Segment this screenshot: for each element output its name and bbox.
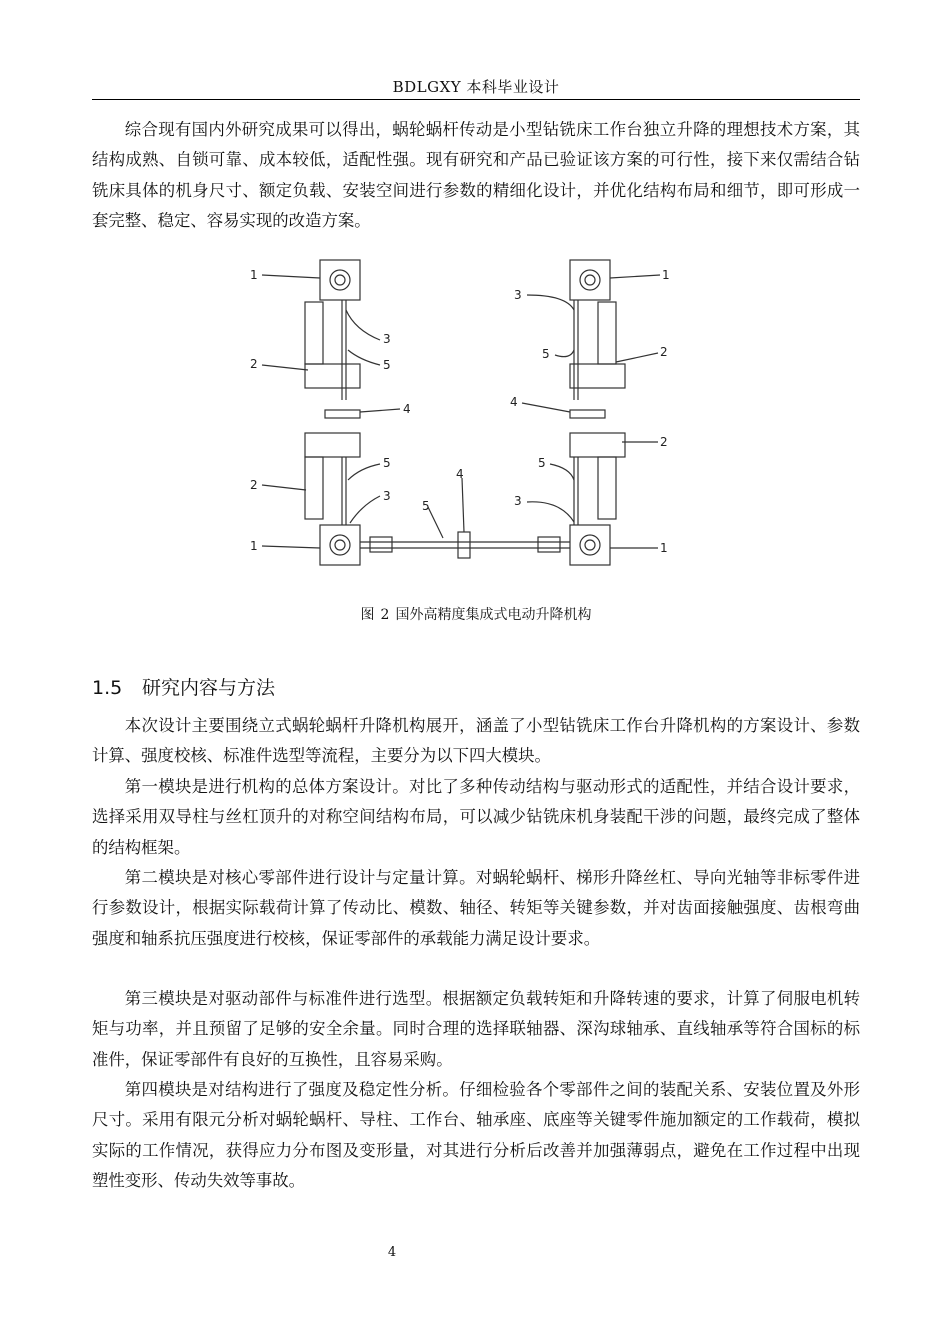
bottom-right-seat — [570, 525, 610, 565]
mechanism-drawing — [230, 250, 710, 585]
label-5-mid-left: 5 — [383, 456, 391, 470]
section-number: 1.5 — [92, 677, 123, 699]
bottom-left-motor — [305, 457, 323, 519]
label-1-top-right: 1 — [662, 268, 670, 282]
label-5-top-left: 5 — [383, 358, 391, 372]
label-2-bottom-left: 2 — [250, 478, 258, 492]
section-heading — [92, 673, 275, 700]
label-3-bottom-left: 3 — [383, 489, 391, 503]
page-header: BDLGXY 本科毕业设计 — [392, 78, 560, 96]
label-4-top-left: 4 — [403, 402, 411, 416]
figure-lifting-mechanism — [230, 250, 710, 585]
paragraph-module-4: 第四模块是对结构进行了强度及稳定性分析。仔细检验各个零部件之间的装配关系、安装位置及外形尺寸。采用有限元分析对蜗轮蜗杆、导柱、工作台、轴承座、底座等关键零件施加额定的工作载荷，模拟实际的工作情况，获得应力分布图及变形量，对其进行分析后改善并加强薄弱点，避免在工作过程中出现塑性变形、传动失效等事故。 — [92, 1080, 860, 1190]
label-2-top-left: 2 — [250, 357, 258, 371]
caption-prefix: 图 — [360, 607, 375, 623]
label-1-bottom-right: 1 — [660, 541, 668, 555]
intro-paragraph: 综合现有国内外研究成果可以得出，蜗轮蜗杆传动是小型钻铣床工作台独立升降的理想技术方案，其结构成熟、自锁可靠、成本较低，适配性强。现有研究和产品已验证该方案的可行性，接下来仅需结合钻铣床具体的机身尺寸、额定负载、安装空间进行参数的精细化设计，并优化结构布局和细节，即可形成一套完整、稳定、容易实现的改造方案。 — [92, 120, 860, 230]
bottom-left-seat — [320, 525, 360, 565]
top-right-motor — [598, 302, 616, 364]
label-2-top-right: 2 — [660, 345, 668, 359]
label-4-center: 4 — [456, 467, 464, 481]
label-5-mid-right: 5 — [538, 456, 546, 470]
section-title: 研究内容与方法 — [142, 677, 276, 699]
figure-caption — [92, 604, 860, 624]
top-left-motor — [305, 302, 323, 364]
center-coupling — [458, 532, 470, 558]
label-3-bottom-right: 3 — [514, 494, 522, 508]
label-5-center: 5 — [422, 499, 430, 513]
label-5-top-right: 5 — [542, 347, 550, 361]
label-3-top-left: 3 — [383, 332, 391, 346]
header-rule — [92, 99, 860, 100]
bottom-right-gearbox — [570, 433, 625, 457]
label-1-top-left: 1 — [250, 268, 258, 282]
bottom-right-motor — [598, 457, 616, 519]
paragraph-module-1: 第一模块是进行机构的总体方案设计。对比了多种传动结构与驱动形式的适配性，并结合设计要求，选择采用双导柱与丝杠顶升的对称空间结构布局，可以减少钻铣床机身装配干涉的问题，最终完成了整体的结构框架。 — [92, 777, 860, 857]
top-left-seat — [320, 260, 360, 300]
right-coupling — [570, 410, 605, 418]
paragraph-overview: 本次设计主要围绕立式蜗轮蜗杆升降机构展开，涵盖了小型钻铣床工作台升降机构的方案设计、参数计算、强度校核、标准件选型等流程，主要分为以下四大模块。 — [92, 716, 860, 766]
label-3-top-right: 3 — [514, 288, 522, 302]
top-right-seat — [570, 260, 610, 300]
label-4-top-right: 4 — [510, 395, 518, 409]
caption-text: 国外高精度集成式电动升降机构 — [395, 607, 592, 623]
bottom-left-gearbox — [305, 433, 360, 457]
label-1-bottom-left: 1 — [250, 539, 258, 553]
page-number: 4 — [387, 1245, 397, 1260]
caption-number: 2 — [380, 607, 390, 623]
label-2-mid-right: 2 — [660, 435, 668, 449]
paragraph-module-3: 第三模块是对驱动部件与标准件进行选型。根据额定负载转矩和升降转速的要求，计算了伺服电机转矩与功率，并且预留了足够的安全余量。同时合理的选择联轴器、深沟球轴承、直线轴承等符合国标的标准件，保证零部件有良好的互换性，且容易采购。 — [92, 989, 860, 1069]
top-left-gearbox — [305, 364, 360, 388]
paragraph-module-2: 第二模块是对核心零部件进行设计与定量计算。对蜗轮蜗杆、梯形升降丝杠、导向光轴等非标零件进行参数设计，根据实际载荷计算了传动比、模数、轴径、转矩等关键参数，并对齿面接触强度、齿根弯曲强度和轴系抗压强度进行校核，保证零部件的承载能力满足设计要求。 — [92, 868, 860, 948]
left-coupling — [325, 410, 360, 418]
